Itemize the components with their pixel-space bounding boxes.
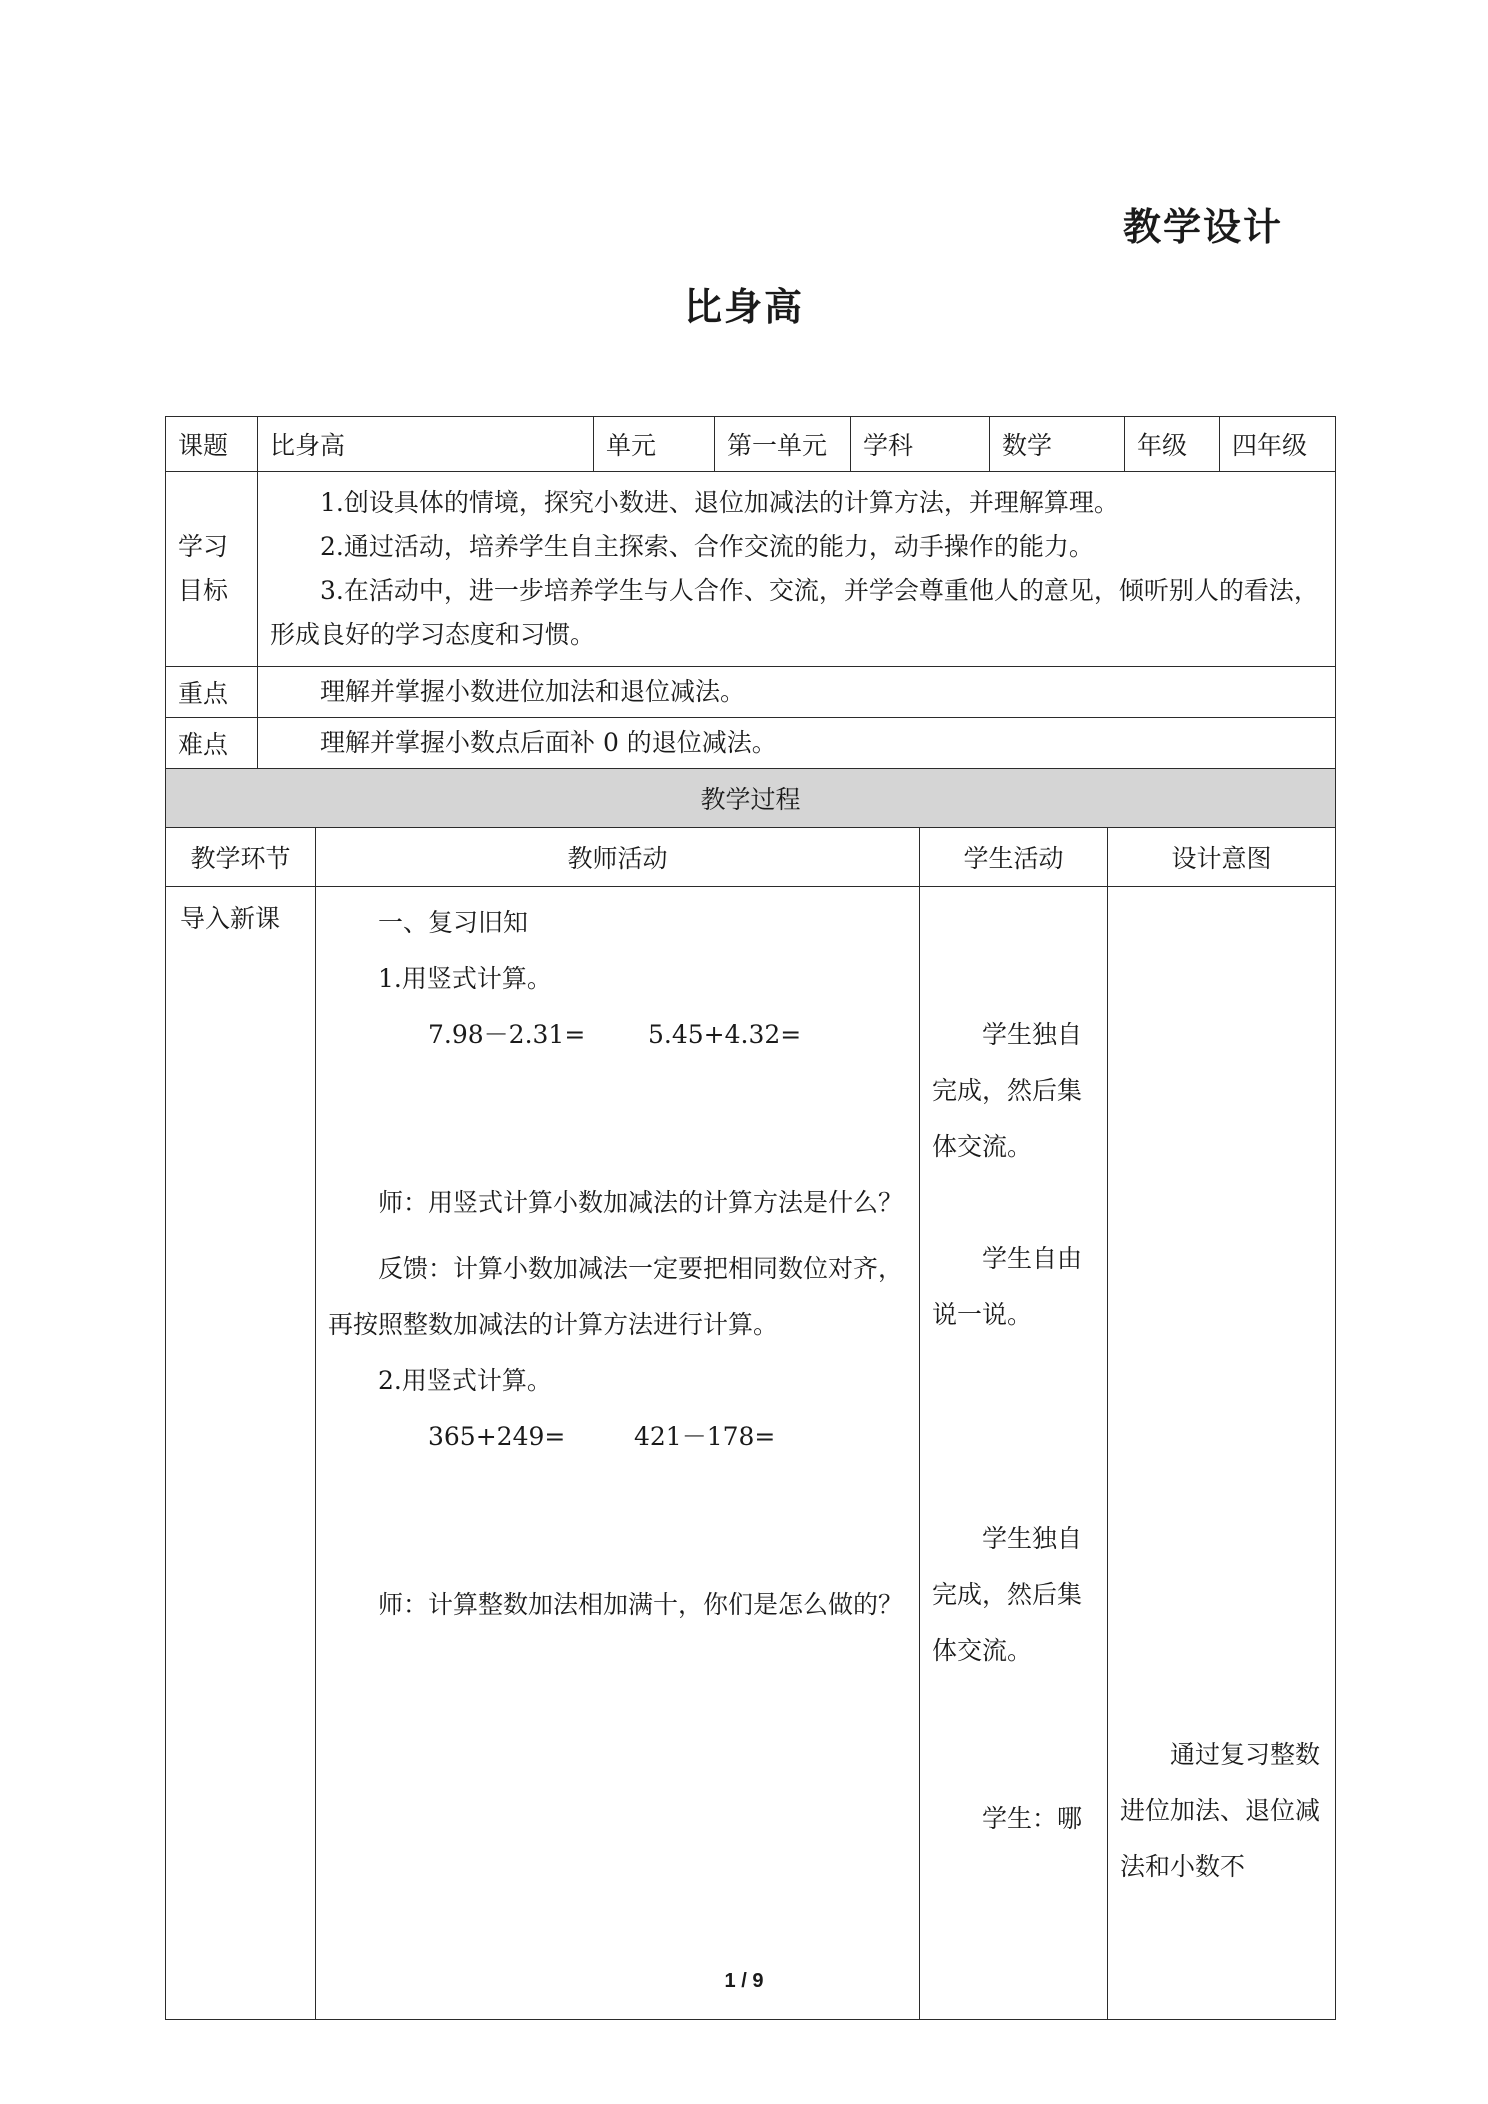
goal-item: 2.通过活动，培养学生自主探索、合作交流的能力，动手操作的能力。 bbox=[320, 532, 1094, 561]
document-type-heading: 教学设计 bbox=[1123, 205, 1284, 249]
exercise-2-title: 2.用竖式计算。 bbox=[378, 1366, 552, 1395]
spacer bbox=[328, 1521, 907, 1577]
key-point-row bbox=[166, 667, 1336, 718]
exercise-2-items bbox=[328, 1409, 907, 1465]
calc-item: 421－178= bbox=[634, 1422, 776, 1451]
process-row-intro bbox=[166, 887, 1336, 2020]
lesson-info-table bbox=[165, 416, 1336, 769]
spacer bbox=[328, 1231, 907, 1241]
difficulty-text: 理解并掌握小数点后面补 0 的退位减法。 bbox=[320, 728, 777, 757]
process-banner: 教学过程 bbox=[166, 769, 1336, 828]
header-intent: 设计意图 bbox=[1108, 828, 1336, 887]
subject-value: 数学 bbox=[990, 417, 1125, 472]
teacher-activity-cell bbox=[316, 887, 920, 2020]
topic-value: 比身高 bbox=[258, 417, 594, 472]
teacher-question-2: 师：计算整数加法相加满十，你们是怎么做的？ bbox=[378, 1590, 904, 1619]
calc-item: 365+249= bbox=[428, 1422, 566, 1451]
page-number: 1 / 9 bbox=[724, 1970, 764, 1992]
goals-label-line-2: 目标 bbox=[178, 576, 229, 605]
calc-item: 5.45+4.32= bbox=[648, 1020, 802, 1049]
spacer bbox=[932, 1343, 1095, 1511]
spacer bbox=[932, 895, 1095, 951]
student-activity-2: 学生自由说一说。 bbox=[932, 1244, 1083, 1329]
difficulty-content bbox=[258, 718, 1336, 769]
goals-label-line-1: 学习 bbox=[178, 532, 229, 561]
design-intent-text: 通过复习整数进位加法、退位减法和小数不 bbox=[1120, 1740, 1321, 1881]
topic-label: 课题 bbox=[166, 417, 258, 472]
goals-content bbox=[258, 472, 1336, 667]
unit-label: 单元 bbox=[594, 417, 715, 472]
spacer bbox=[328, 1465, 907, 1521]
teacher-question-1: 师：用竖式计算小数加减法的计算方法是什么？ bbox=[378, 1188, 904, 1217]
exercise-1-items bbox=[328, 1007, 907, 1063]
teaching-process-table bbox=[165, 768, 1336, 2020]
section-heading: 一、复习旧知 bbox=[378, 908, 529, 937]
spacer bbox=[328, 1119, 907, 1175]
difficulty-row bbox=[166, 718, 1336, 769]
spacer bbox=[328, 1063, 907, 1119]
design-intent-cell bbox=[1108, 887, 1336, 2020]
unit-value: 第一单元 bbox=[715, 417, 851, 472]
goal-item: 1.创设具体的情境，探究小数进、退位加减法的计算方法，并理解算理。 bbox=[320, 488, 1119, 517]
key-point-label: 重点 bbox=[166, 667, 258, 718]
calc-item: 7.98－2.31= bbox=[428, 1020, 586, 1049]
exercise-1-title: 1.用竖式计算。 bbox=[378, 964, 552, 993]
header-teacher: 教师活动 bbox=[316, 828, 920, 887]
subject-label: 学科 bbox=[851, 417, 990, 472]
info-header-row bbox=[166, 417, 1336, 472]
student-activity-cell bbox=[920, 887, 1108, 2020]
spacer bbox=[932, 1679, 1095, 1791]
grade-value: 四年级 bbox=[1220, 417, 1336, 472]
goals-label bbox=[166, 472, 258, 667]
student-activity-4: 学生：哪 bbox=[982, 1804, 1083, 1833]
process-header-row bbox=[166, 828, 1336, 887]
header-student: 学生活动 bbox=[920, 828, 1108, 887]
student-activity-3: 学生独自完成，然后集体交流。 bbox=[932, 1524, 1083, 1665]
spacer bbox=[932, 951, 1095, 1007]
key-point-content bbox=[258, 667, 1336, 718]
spacer bbox=[1120, 887, 1323, 1727]
goals-row bbox=[166, 472, 1336, 667]
student-activity-1: 学生独自完成，然后集体交流。 bbox=[932, 1020, 1083, 1161]
process-banner-row bbox=[166, 769, 1336, 828]
key-point-text: 理解并掌握小数进位加法和退位减法。 bbox=[320, 677, 746, 706]
lesson-title: 比身高 bbox=[683, 285, 804, 329]
goal-item: 3.在活动中，进一步培养学生与人合作、交流，并学会尊重他人的意见，倾听别人的看法，形成良好的学习态度和习惯。 bbox=[270, 576, 1319, 649]
stage-cell: 导入新课 bbox=[166, 887, 316, 2020]
spacer bbox=[932, 1175, 1095, 1231]
grade-label: 年级 bbox=[1125, 417, 1220, 472]
difficulty-label: 难点 bbox=[166, 718, 258, 769]
teacher-feedback: 反馈：计算小数加减法一定要把相同数位对齐，再按照整数加减法的计算方法进行计算。 bbox=[328, 1254, 904, 1339]
header-stage: 教学环节 bbox=[166, 828, 316, 887]
